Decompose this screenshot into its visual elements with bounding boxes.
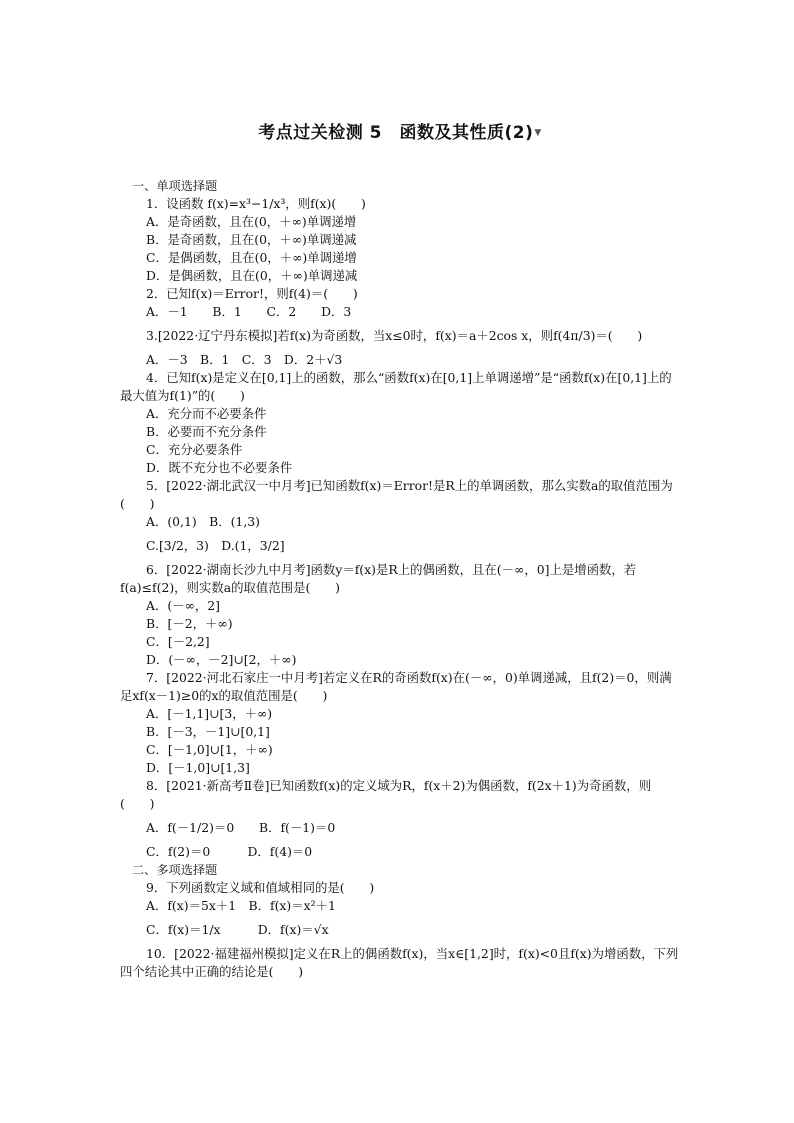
q6-option-d: D．(－∞，－2]∪[2，＋∞) xyxy=(146,652,297,667)
q4-stem: 4．已知f(x)是定义在[0,1]上的函数，那么“函数f(x)在[0,1]上单调递增”是“函数f(x)在[0,1]上的最大值为f(1)”的( ) xyxy=(120,370,672,403)
q4-option-a: A．充分而不必要条件 xyxy=(146,406,267,421)
q5-options-cd: C.[3/2，3) D.(1，3/2] xyxy=(146,538,285,553)
section-heading-single: 一、单项选择题 xyxy=(132,179,218,193)
q7-option-a: A．[－1,1]∪[3，＋∞) xyxy=(146,706,273,721)
q1-option-b: B．是奇函数，且在(0，＋∞)单调递减 xyxy=(146,232,357,247)
q9-stem: 9．下列函数定义域和值域相同的是( ) xyxy=(146,880,375,895)
q4-option-c: C．充分必要条件 xyxy=(146,442,243,457)
q7-option-d: D．[－1,0]∪[1,3] xyxy=(146,760,250,775)
q9-options-ab: A．f(x)＝5x＋1 B．f(x)＝x²＋1 xyxy=(146,898,336,913)
q3-stem: 3.[2022·辽宁丹东模拟]若f(x)为奇函数，当x≤0时，f(x)＝a＋2cos x，则f(4π/3)＝( ) xyxy=(146,328,643,343)
q8-options-cd: C．f(2)＝0 D．f(4)＝0 xyxy=(146,844,313,859)
q7-option-b: B．[－3，－1]∪[0,1] xyxy=(146,724,270,739)
q6-option-b: B．[－2，＋∞) xyxy=(146,616,233,631)
q2-stem: 2．已知f(x)＝Error!，则f(4)＝( ) xyxy=(146,286,358,301)
q4-option-b: B．必要而不充分条件 xyxy=(146,424,267,439)
q4-option-d: D．既不充分也不必要条件 xyxy=(146,460,293,475)
dropdown-triangle-icon: ▼ xyxy=(534,128,542,138)
q1-option-c: C．是偶函数，且在(0，＋∞)单调递增 xyxy=(146,250,357,265)
q6-option-c: C．[－2,2] xyxy=(146,634,210,649)
q1-option-a: A．是奇函数，且在(0，＋∞)单调递增 xyxy=(146,214,357,229)
q2-options: A．－1 B．1 C．2 D．3 xyxy=(146,304,352,319)
q1-option-d: D．是偶函数，且在(0，＋∞)单调递减 xyxy=(146,268,358,283)
q1-stem: 1．设函数 f(x)=x³−1/x³，则f(x)( ) xyxy=(146,196,366,211)
q7-stem: 7．[2022·河北石家庄一中月考]若定义在R的奇函数f(x)在(－∞，0)单调递减，且f(2)＝0，则满足xf(x－1)≥0的x的取值范围是( ) xyxy=(120,670,672,703)
q7-option-c: C．[－1,0]∪[1，＋∞) xyxy=(146,742,273,757)
q6-option-a: A．(－∞，2] xyxy=(146,598,220,613)
q9-options-cd: C．f(x)＝1/x D．f(x)＝√x xyxy=(146,922,329,937)
q3-options: A．－3 B．1 C．3 D．2＋√3 xyxy=(146,352,343,367)
document-page xyxy=(120,118,680,981)
q10-stem: 10．[2022·福建福州模拟]定义在R上的偶函数f(x)，当x∈[1,2]时，f(x)<0且f(x)为增函数，下列四个结论其中正确的结论是( ) xyxy=(120,946,679,979)
q5-stem: 5．[2022·湖北武汉一中月考]已知函数f(x)＝Error!是R上的单调函数，那么实数a的取值范围为( ) xyxy=(120,478,673,511)
section-heading-multi: 二、多项选择题 xyxy=(132,863,218,877)
q6-stem: 6．[2022·湖南长沙九中月考]函数y＝f(x)是R上的偶函数，且在(－∞，0]上是增函数，若f(a)≤f(2)，则实数a的取值范围是( ) xyxy=(120,562,637,595)
q8-stem: 8．[2021·新高考Ⅱ卷]已知函数f(x)的定义域为R，f(x＋2)为偶函数，f(2x＋1)为奇函数，则( ) xyxy=(120,778,652,811)
page-title: 考点过关检测 5 函数及其性质(2)▼ xyxy=(258,123,542,143)
q8-options-ab: A．f(－1/2)＝0 B．f(－1)＝0 xyxy=(146,820,336,835)
q5-options-ab: A．(0,1) B．(1,3) xyxy=(146,514,260,529)
